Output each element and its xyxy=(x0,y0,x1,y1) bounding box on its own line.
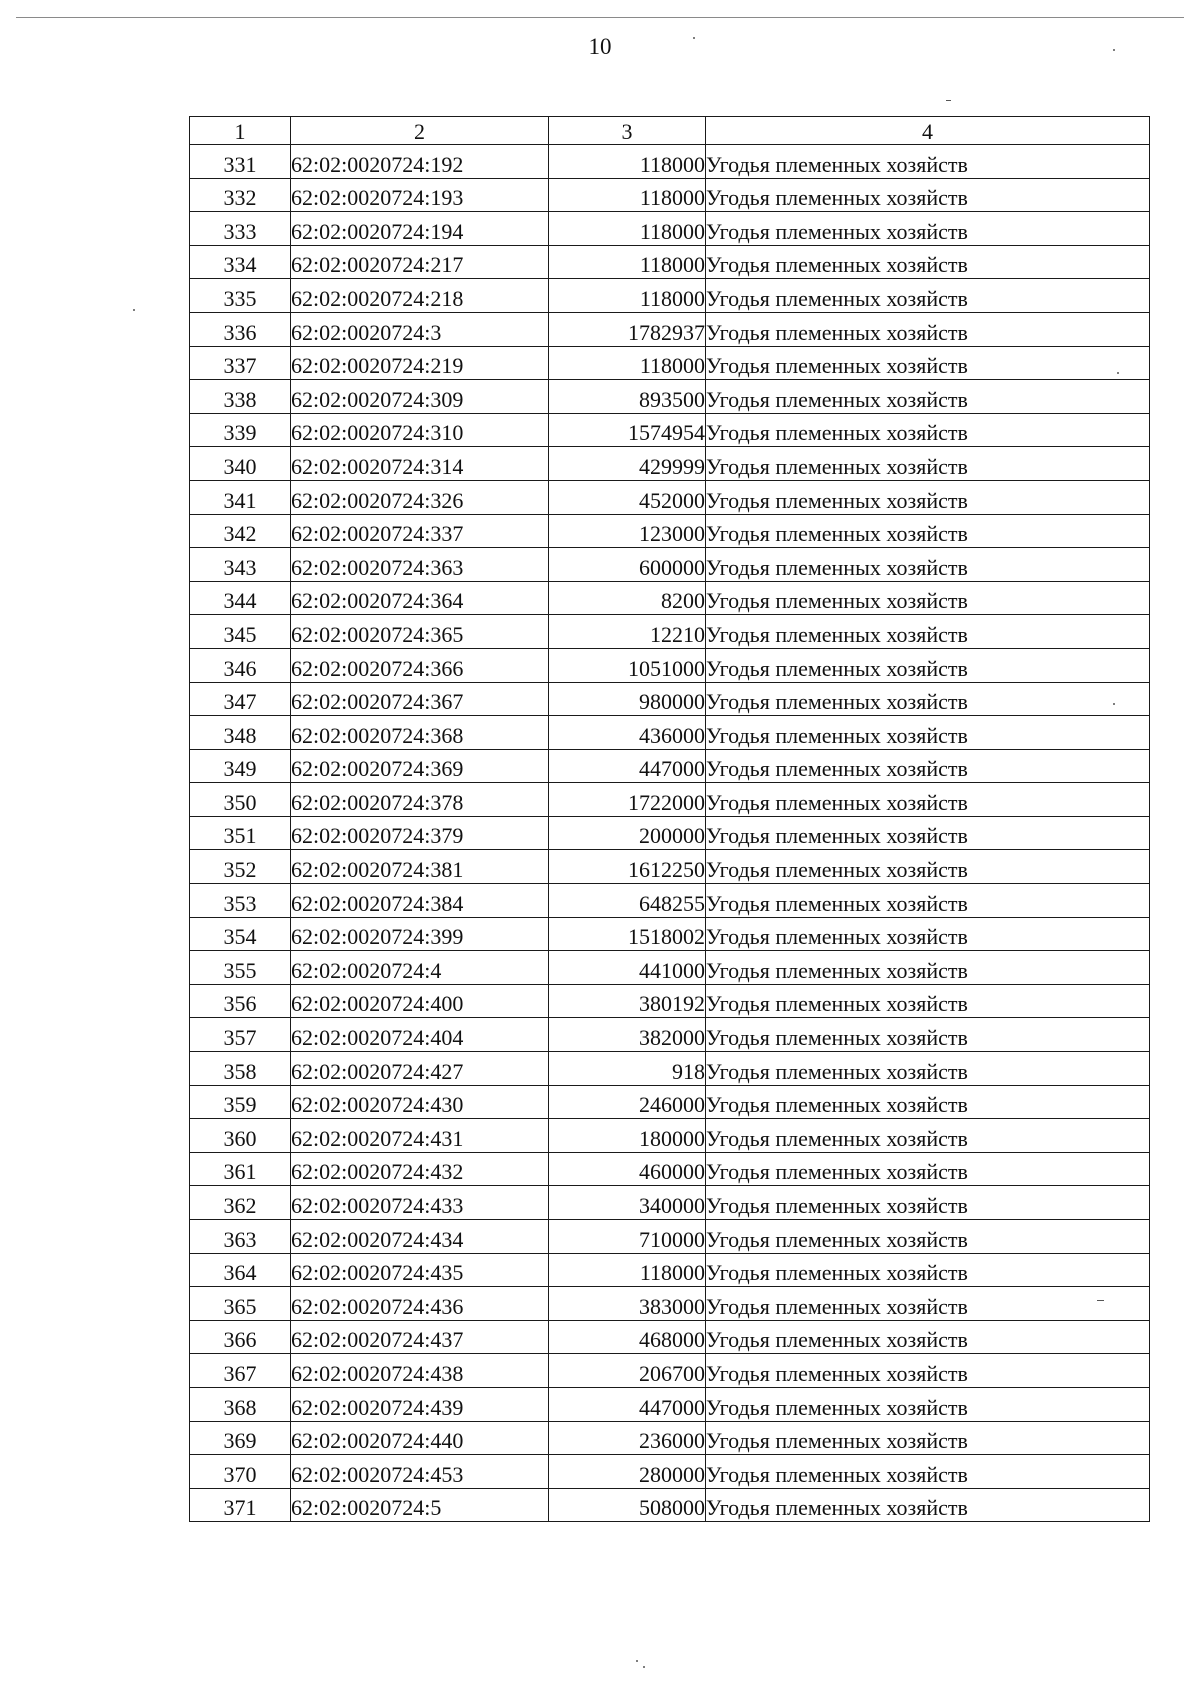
area-cell: 447000 xyxy=(549,749,706,783)
area-cell: 118000 xyxy=(549,145,706,179)
cadastral-number-cell: 62:02:0020724:5 xyxy=(291,1488,549,1522)
land-category-cell: Угодья племенных хозяйств xyxy=(706,917,1150,951)
row-number-cell: 369 xyxy=(190,1421,291,1455)
land-category-cell: Угодья племенных хозяйств xyxy=(706,984,1150,1018)
table-row xyxy=(190,1421,1150,1455)
table-row xyxy=(190,380,1150,414)
table-row xyxy=(190,917,1150,951)
cadastral-number-cell: 62:02:0020724:436 xyxy=(291,1287,549,1321)
table-row xyxy=(190,548,1150,582)
cadastral-number-cell: 62:02:0020724:4 xyxy=(291,951,549,985)
cadastral-number-cell: 62:02:0020724:193 xyxy=(291,178,549,212)
table-row xyxy=(190,1320,1150,1354)
row-number-cell: 352 xyxy=(190,850,291,884)
cadastral-number-cell: 62:02:0020724:381 xyxy=(291,850,549,884)
row-number-cell: 351 xyxy=(190,816,291,850)
cadastral-number-cell: 62:02:0020724:309 xyxy=(291,380,549,414)
land-category-cell: Угодья племенных хозяйств xyxy=(706,1186,1150,1220)
area-cell: 1051000 xyxy=(549,648,706,682)
page-number: 10 xyxy=(588,34,612,59)
cadastral-number-cell: 62:02:0020724:363 xyxy=(291,548,549,582)
table-row xyxy=(190,682,1150,716)
row-number-cell: 356 xyxy=(190,984,291,1018)
cadastral-number-cell: 62:02:0020724:440 xyxy=(291,1421,549,1455)
table-row xyxy=(190,413,1150,447)
land-category-cell: Угодья племенных хозяйств xyxy=(706,480,1150,514)
land-category-cell: Угодья племенных хозяйств xyxy=(706,1052,1150,1086)
row-number-cell: 357 xyxy=(190,1018,291,1052)
area-cell: 280000 xyxy=(549,1455,706,1489)
row-number-cell: 348 xyxy=(190,716,291,750)
row-number-cell: 342 xyxy=(190,514,291,548)
row-number-cell: 365 xyxy=(190,1287,291,1321)
column-header-2: 2 xyxy=(291,117,549,145)
table-row xyxy=(190,279,1150,313)
scan-speck xyxy=(946,100,951,101)
table-row xyxy=(190,1488,1150,1522)
row-number-cell: 332 xyxy=(190,178,291,212)
cadastral-number-cell: 62:02:0020724:400 xyxy=(291,984,549,1018)
cadastral-number-cell: 62:02:0020724:365 xyxy=(291,615,549,649)
table-row xyxy=(190,749,1150,783)
scan-speck xyxy=(133,309,135,311)
area-cell: 118000 xyxy=(549,346,706,380)
land-category-cell: Угодья племенных хозяйств xyxy=(706,447,1150,481)
scan-speck xyxy=(693,37,695,39)
land-category-cell: Угодья племенных хозяйств xyxy=(706,816,1150,850)
area-cell: 893500 xyxy=(549,380,706,414)
row-number-cell: 346 xyxy=(190,648,291,682)
table-row xyxy=(190,1052,1150,1086)
row-number-cell: 339 xyxy=(190,413,291,447)
area-cell: 246000 xyxy=(549,1085,706,1119)
land-category-cell: Угодья племенных хозяйств xyxy=(706,1320,1150,1354)
area-cell: 441000 xyxy=(549,951,706,985)
land-category-cell: Угодья племенных хозяйств xyxy=(706,178,1150,212)
column-header-3: 3 xyxy=(549,117,706,145)
row-number-cell: 343 xyxy=(190,548,291,582)
row-number-cell: 333 xyxy=(190,212,291,246)
table-row xyxy=(190,1152,1150,1186)
row-number-cell: 359 xyxy=(190,1085,291,1119)
table-row xyxy=(190,615,1150,649)
row-number-cell: 355 xyxy=(190,951,291,985)
row-number-cell: 363 xyxy=(190,1220,291,1254)
table-row xyxy=(190,1186,1150,1220)
table-row xyxy=(190,1253,1150,1287)
land-category-cell: Угодья племенных хозяйств xyxy=(706,581,1150,615)
row-number-cell: 331 xyxy=(190,145,291,179)
table-row xyxy=(190,1085,1150,1119)
land-category-cell: Угодья племенных хозяйств xyxy=(706,783,1150,817)
area-cell: 436000 xyxy=(549,716,706,750)
area-cell: 918 xyxy=(549,1052,706,1086)
cadastral-number-cell: 62:02:0020724:437 xyxy=(291,1320,549,1354)
area-cell: 12210 xyxy=(549,615,706,649)
cadastral-number-cell: 62:02:0020724:367 xyxy=(291,682,549,716)
cadastral-number-cell: 62:02:0020724:399 xyxy=(291,917,549,951)
table-header xyxy=(190,117,1150,145)
table-row xyxy=(190,312,1150,346)
land-category-cell: Угодья племенных хозяйств xyxy=(706,1085,1150,1119)
area-cell: 8200 xyxy=(549,581,706,615)
cadastral-number-cell: 62:02:0020724:432 xyxy=(291,1152,549,1186)
land-category-cell: Угодья племенных хозяйств xyxy=(706,1220,1150,1254)
row-number-cell: 350 xyxy=(190,783,291,817)
row-number-cell: 338 xyxy=(190,380,291,414)
cadastral-number-cell: 62:02:0020724:3 xyxy=(291,312,549,346)
cadastral-number-cell: 62:02:0020724:368 xyxy=(291,716,549,750)
area-cell: 1574954 xyxy=(549,413,706,447)
row-number-cell: 335 xyxy=(190,279,291,313)
row-number-cell: 337 xyxy=(190,346,291,380)
land-category-cell: Угодья племенных хозяйств xyxy=(706,951,1150,985)
row-number-cell: 361 xyxy=(190,1152,291,1186)
cadastral-number-cell: 62:02:0020724:314 xyxy=(291,447,549,481)
cadastral-number-cell: 62:02:0020724:439 xyxy=(291,1387,549,1421)
land-category-cell: Угодья племенных хозяйств xyxy=(706,548,1150,582)
row-number-cell: 360 xyxy=(190,1119,291,1153)
cadastral-number-cell: 62:02:0020724:404 xyxy=(291,1018,549,1052)
land-category-cell: Угодья племенных хозяйств xyxy=(706,749,1150,783)
area-cell: 460000 xyxy=(549,1152,706,1186)
area-cell: 118000 xyxy=(549,178,706,212)
table-row xyxy=(190,212,1150,246)
table-row xyxy=(190,480,1150,514)
table-row xyxy=(190,816,1150,850)
row-number-cell: 341 xyxy=(190,480,291,514)
row-number-cell: 347 xyxy=(190,682,291,716)
area-cell: 123000 xyxy=(549,514,706,548)
land-category-cell: Угодья племенных хозяйств xyxy=(706,346,1150,380)
cadastral-number-cell: 62:02:0020724:434 xyxy=(291,1220,549,1254)
land-category-cell: Угодья племенных хозяйств xyxy=(706,1119,1150,1153)
area-cell: 980000 xyxy=(549,682,706,716)
cadastral-number-cell: 62:02:0020724:378 xyxy=(291,783,549,817)
table-row xyxy=(190,145,1150,179)
row-number-cell: 362 xyxy=(190,1186,291,1220)
row-number-cell: 336 xyxy=(190,312,291,346)
column-header-1: 1 xyxy=(190,117,291,145)
land-category-cell: Угодья племенных хозяйств xyxy=(706,1354,1150,1388)
cadastral-number-cell: 62:02:0020724:369 xyxy=(291,749,549,783)
header-row xyxy=(190,117,1150,145)
area-cell: 508000 xyxy=(549,1488,706,1522)
scan-speck xyxy=(1113,49,1115,51)
area-cell: 180000 xyxy=(549,1119,706,1153)
cadastral-number-cell: 62:02:0020724:310 xyxy=(291,413,549,447)
land-category-cell: Угодья племенных хозяйств xyxy=(706,716,1150,750)
area-cell: 600000 xyxy=(549,548,706,582)
land-category-cell: Угодья племенных хозяйств xyxy=(706,648,1150,682)
table-body xyxy=(190,145,1150,1522)
row-number-cell: 340 xyxy=(190,447,291,481)
land-plots-table xyxy=(189,116,1150,1522)
area-cell: 118000 xyxy=(549,1253,706,1287)
table-row xyxy=(190,514,1150,548)
cadastral-number-cell: 62:02:0020724:326 xyxy=(291,480,549,514)
area-cell: 118000 xyxy=(549,245,706,279)
land-category-cell: Угодья племенных хозяйств xyxy=(706,1152,1150,1186)
cadastral-number-cell: 62:02:0020724:218 xyxy=(291,279,549,313)
table-row xyxy=(190,346,1150,380)
row-number-cell: 334 xyxy=(190,245,291,279)
cadastral-number-cell: 62:02:0020724:364 xyxy=(291,581,549,615)
land-category-cell: Угодья племенных хозяйств xyxy=(706,1253,1150,1287)
land-category-cell: Угодья племенных хозяйств xyxy=(706,1387,1150,1421)
land-category-cell: Угодья племенных хозяйств xyxy=(706,514,1150,548)
land-category-cell: Угодья племенных хозяйств xyxy=(706,1421,1150,1455)
area-cell: 118000 xyxy=(549,212,706,246)
cadastral-number-cell: 62:02:0020724:192 xyxy=(291,145,549,179)
table-row xyxy=(190,783,1150,817)
cadastral-number-cell: 62:02:0020724:366 xyxy=(291,648,549,682)
cadastral-number-cell: 62:02:0020724:219 xyxy=(291,346,549,380)
area-cell: 447000 xyxy=(549,1387,706,1421)
cadastral-number-cell: 62:02:0020724:430 xyxy=(291,1085,549,1119)
area-cell: 200000 xyxy=(549,816,706,850)
cadastral-number-cell: 62:02:0020724:438 xyxy=(291,1354,549,1388)
area-cell: 206700 xyxy=(549,1354,706,1388)
land-category-cell: Угодья племенных хозяйств xyxy=(706,884,1150,918)
land-category-cell: Угодья племенных хозяйств xyxy=(706,1287,1150,1321)
area-cell: 382000 xyxy=(549,1018,706,1052)
row-number-cell: 368 xyxy=(190,1387,291,1421)
area-cell: 710000 xyxy=(549,1220,706,1254)
table-row xyxy=(190,1287,1150,1321)
area-cell: 648255 xyxy=(549,884,706,918)
table-row xyxy=(190,1455,1150,1489)
area-cell: 468000 xyxy=(549,1320,706,1354)
row-number-cell: 364 xyxy=(190,1253,291,1287)
scan-edge-line xyxy=(16,17,1184,18)
table-row xyxy=(190,245,1150,279)
column-header-4: 4 xyxy=(706,117,1150,145)
land-category-cell: Угодья племенных хозяйств xyxy=(706,1488,1150,1522)
scan-speck xyxy=(643,1666,645,1668)
row-number-cell: 344 xyxy=(190,581,291,615)
table-row xyxy=(190,1354,1150,1388)
table-row xyxy=(190,178,1150,212)
table-row xyxy=(190,648,1150,682)
land-category-cell: Угодья племенных хозяйств xyxy=(706,312,1150,346)
table-row xyxy=(190,884,1150,918)
cadastral-number-cell: 62:02:0020724:431 xyxy=(291,1119,549,1153)
land-category-cell: Угодья племенных хозяйств xyxy=(706,615,1150,649)
row-number-cell: 367 xyxy=(190,1354,291,1388)
cadastral-number-cell: 62:02:0020724:379 xyxy=(291,816,549,850)
area-cell: 380192 xyxy=(549,984,706,1018)
land-category-cell: Угодья племенных хозяйств xyxy=(706,413,1150,447)
land-category-cell: Угодья племенных хозяйств xyxy=(706,380,1150,414)
table-row xyxy=(190,951,1150,985)
table-row xyxy=(190,1119,1150,1153)
cadastral-number-cell: 62:02:0020724:384 xyxy=(291,884,549,918)
area-cell: 1612250 xyxy=(549,850,706,884)
cadastral-number-cell: 62:02:0020724:433 xyxy=(291,1186,549,1220)
land-category-cell: Угодья племенных хозяйств xyxy=(706,682,1150,716)
area-cell: 383000 xyxy=(549,1287,706,1321)
row-number-cell: 354 xyxy=(190,917,291,951)
area-cell: 429999 xyxy=(549,447,706,481)
area-cell: 452000 xyxy=(549,480,706,514)
table-row xyxy=(190,447,1150,481)
table-row xyxy=(190,716,1150,750)
row-number-cell: 349 xyxy=(190,749,291,783)
cadastral-number-cell: 62:02:0020724:217 xyxy=(291,245,549,279)
row-number-cell: 370 xyxy=(190,1455,291,1489)
cadastral-number-cell: 62:02:0020724:194 xyxy=(291,212,549,246)
table-row xyxy=(190,1220,1150,1254)
cadastral-number-cell: 62:02:0020724:427 xyxy=(291,1052,549,1086)
land-category-cell: Угодья племенных хозяйств xyxy=(706,212,1150,246)
land-category-cell: Угодья племенных хозяйств xyxy=(706,145,1150,179)
row-number-cell: 358 xyxy=(190,1052,291,1086)
land-category-cell: Угодья племенных хозяйств xyxy=(706,1455,1150,1489)
scan-speck xyxy=(636,1660,638,1662)
table-row xyxy=(190,581,1150,615)
table-row xyxy=(190,1018,1150,1052)
land-category-cell: Угодья племенных хозяйств xyxy=(706,245,1150,279)
area-cell: 118000 xyxy=(549,279,706,313)
area-cell: 340000 xyxy=(549,1186,706,1220)
table-row xyxy=(190,984,1150,1018)
land-category-cell: Угодья племенных хозяйств xyxy=(706,850,1150,884)
land-category-cell: Угодья племенных хозяйств xyxy=(706,279,1150,313)
cadastral-number-cell: 62:02:0020724:435 xyxy=(291,1253,549,1287)
area-cell: 1782937 xyxy=(549,312,706,346)
area-cell: 1722000 xyxy=(549,783,706,817)
cadastral-number-cell: 62:02:0020724:337 xyxy=(291,514,549,548)
row-number-cell: 371 xyxy=(190,1488,291,1522)
row-number-cell: 366 xyxy=(190,1320,291,1354)
cadastral-number-cell: 62:02:0020724:453 xyxy=(291,1455,549,1489)
land-category-cell: Угодья племенных хозяйств xyxy=(706,1018,1150,1052)
area-cell: 236000 xyxy=(549,1421,706,1455)
area-cell: 1518002 xyxy=(549,917,706,951)
row-number-cell: 353 xyxy=(190,884,291,918)
table-row xyxy=(190,850,1150,884)
row-number-cell: 345 xyxy=(190,615,291,649)
table-row xyxy=(190,1387,1150,1421)
